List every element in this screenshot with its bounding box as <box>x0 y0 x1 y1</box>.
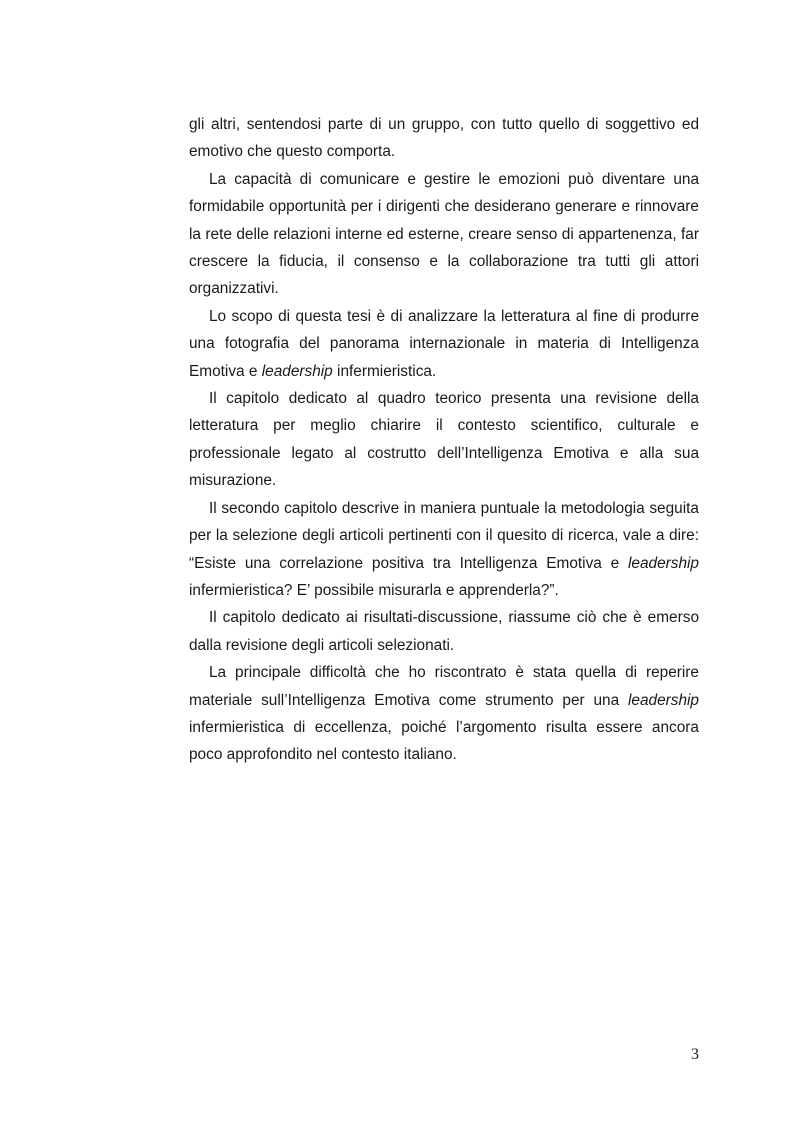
body-text <box>189 111 699 769</box>
paragraph <box>189 385 699 495</box>
paragraph <box>189 659 699 769</box>
page-number: 3 <box>691 1046 699 1063</box>
text-run: Il capitolo dedicato ai risultati-discussione, riassume ciò che è emerso dalla revisione degli articoli selezionati. <box>189 609 699 654</box>
text-run: Il secondo capitolo descrive in maniera puntuale la metodologia seguita per la selezione degli articoli pertinenti con il quesito di ricerca, vale a dire: “Esiste una correlazione positiva tra Intelligenza Emotiva e <box>189 499 699 572</box>
text-run: gli altri, sentendosi parte di un gruppo, con tutto quello di soggettivo ed emotivo che questo comporta. <box>189 116 699 161</box>
italic-term: leadership <box>261 362 333 380</box>
italic-term: leadership <box>627 554 699 572</box>
paragraph <box>189 495 699 605</box>
text-run: infermieristica di eccellenza, poiché l’argomento risulta essere ancora poco approfondito nel contesto italiano. <box>189 718 699 764</box>
paragraph <box>189 166 699 303</box>
text-run: infermieristica? E’ possibile misurarla e apprenderla?”. <box>189 581 559 599</box>
text-run: La capacità di comunicare e gestire le emozioni può diventare una formidabile opportunità per i dirigenti che desiderano generare e rinnovare la rete delle relazioni interne ed esterne, creare senso di appartenenza, far crescere la fiducia, il consenso e la collaborazione tra tutti gli attori organizzativi. <box>189 170 699 298</box>
text-run: La principale difficoltà che ho riscontrato è stata quella di reperire materiale sull’Intelligenza Emotiva come strumento per una <box>189 664 699 709</box>
paragraph <box>189 604 699 659</box>
italic-term: leadership <box>627 691 699 709</box>
text-run: Il capitolo dedicato al quadro teorico presenta una revisione della letteratura per meglio chiarire il contesto scientifico, culturale e professionale legato al costrutto dell’Intelligenza Emotiva e alla sua misurazione. <box>189 390 699 490</box>
text-run: Lo scopo di questa tesi è di analizzare la letteratura al fine di produrre una fotografia del panorama internazionale in materia di Intelligenza Emotiva e <box>189 307 699 380</box>
text-run: infermieristica. <box>332 362 437 380</box>
paragraph <box>189 303 699 385</box>
paragraph <box>189 111 699 166</box>
